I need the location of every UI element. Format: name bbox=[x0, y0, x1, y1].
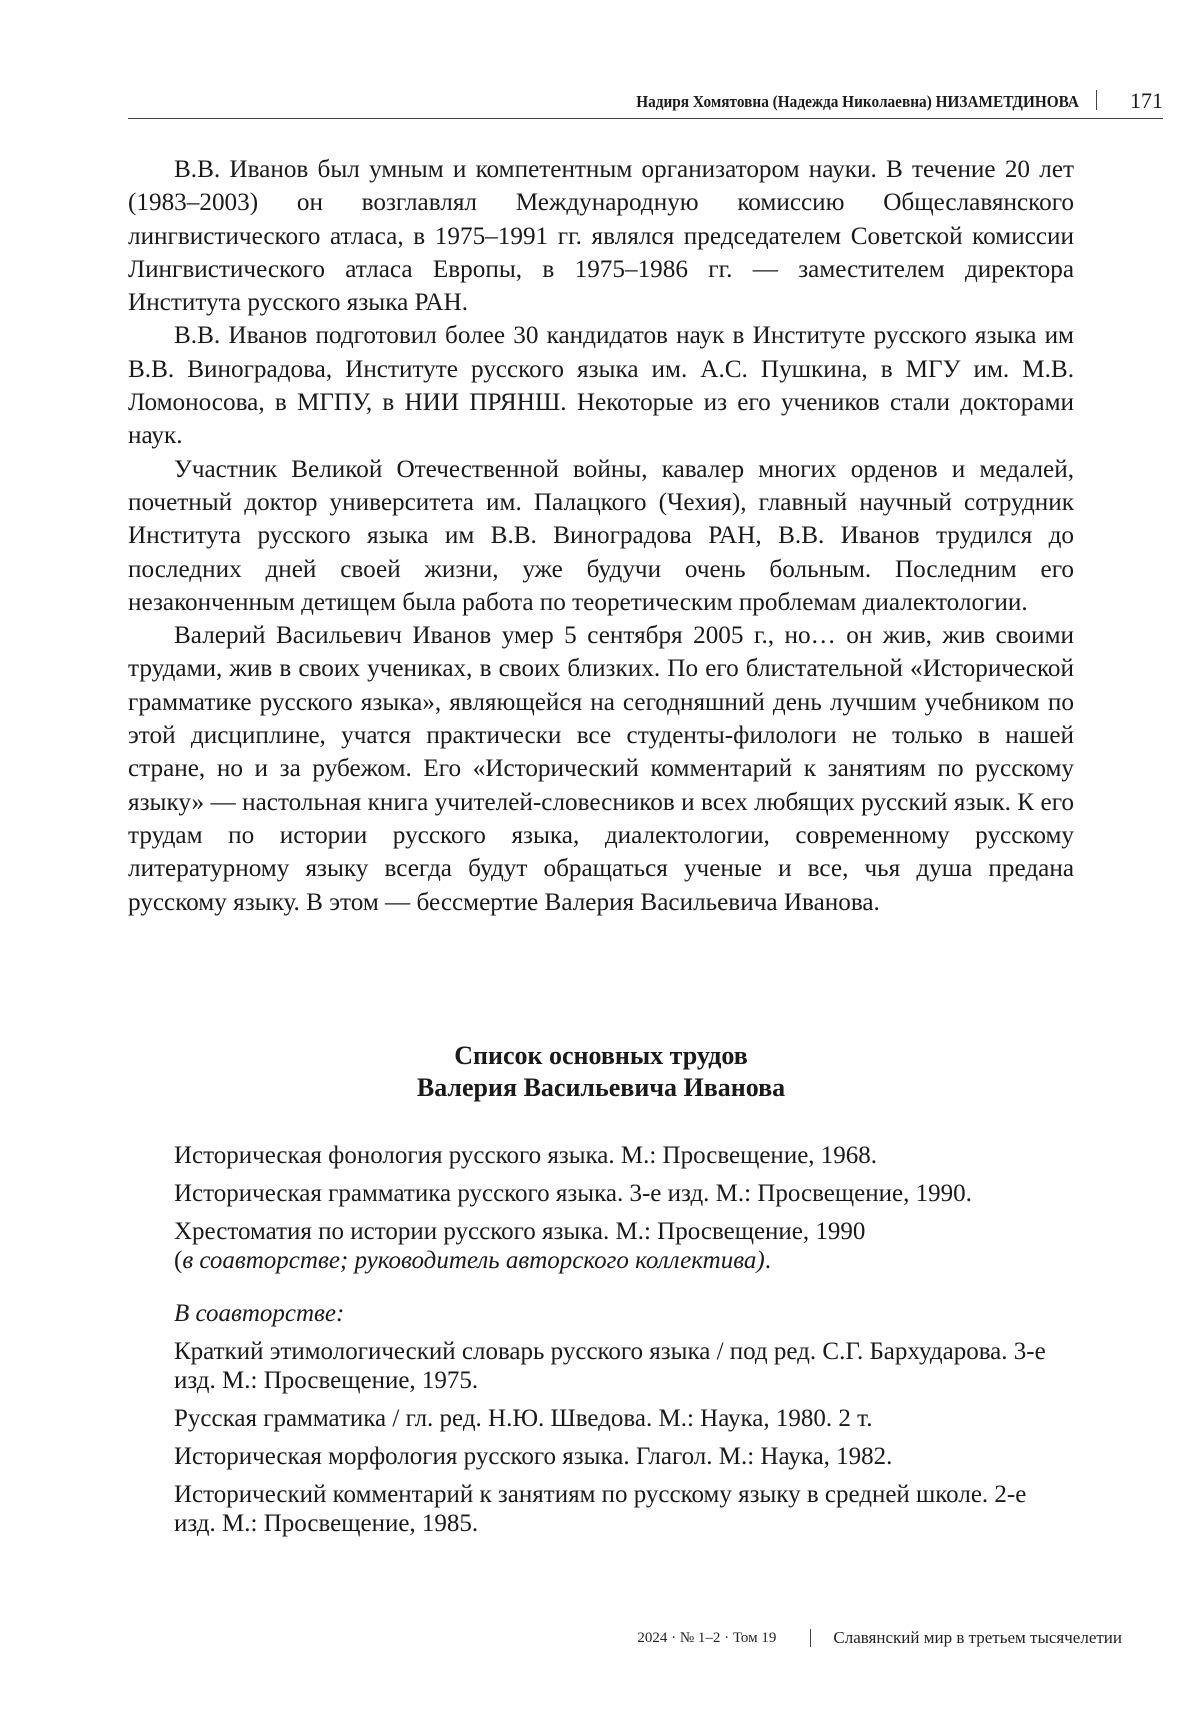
entry-text: Хрестоматия по истории русского языка. М.: Просвещение, 1990 bbox=[174, 1218, 866, 1245]
footer-issue: 2024 · № 1–2 · Том 19 bbox=[637, 1629, 777, 1646]
page-number: 171 bbox=[1130, 88, 1163, 113]
bibliography-entry: Русская грамматика / гл. ред. Н.Ю. Шведова. М.: Наука, 1980. 2 т. bbox=[174, 1405, 873, 1432]
bibliography-entry bbox=[174, 1217, 1074, 1275]
entry-open-paren: ( bbox=[174, 1247, 183, 1274]
bibliography-entry: Историческая грамматика русского языка. 3-е изд. М.: Просвещение, 1990. bbox=[174, 1180, 972, 1207]
section-title bbox=[128, 1040, 1074, 1104]
running-footer bbox=[637, 1628, 1122, 1648]
article-body bbox=[128, 153, 1074, 919]
coauthored-subheading: В соавторстве: bbox=[174, 1300, 345, 1327]
footer-separator bbox=[810, 1629, 811, 1647]
paragraph: В.В. Иванов подготовил более 30 кандидатов наук в Институте русского языка им В.В. Виноградова, Институте русского языка им. А.С. Пушкина, в МГУ им. М.В. Ломоносова, в МГПУ, в НИИ ПРЯНШ. Некоторые из его учеников стали докторами наук. bbox=[128, 322, 1074, 450]
bibliography-entry: Краткий этимологический словарь русского языка / под ред. С.Г. Бархударова. 3-е изд. М.: Просвещение, 1975. bbox=[174, 1338, 1046, 1394]
bibliography-entry: Историческая морфология русского языка. Глагол. М.: Наука, 1982. bbox=[174, 1443, 893, 1470]
bibliography bbox=[174, 1141, 1074, 1547]
bibliography-entry: Исторический комментарий к занятиям по русскому языку в средней школе. 2-е изд. М.: Просвещение, 1985. bbox=[174, 1481, 1027, 1537]
section-title-line: Список основных трудов bbox=[454, 1041, 748, 1070]
paragraph: Валерий Васильевич Иванов умер 5 сентября 2005 г., но… он жив, жив своими трудами, жив в своих учениках, в своих близких. По его блистательной «Исторической грамматике русского языка», являющейся на сегодняшний день лучшим учебником по этой дисциплине, учатся практически все студенты-филологи не только в нашей стране, но и за рубежом. Его «Исторический комментарий к занятиям по русскому языку» — настольная книга учителей-словесников и всех любящих русский язык. К его трудам по истории русского языка, диалектологии, современному русскому литературному языку всегда будут обращаться ученые и все, чья душа предана русскому языку. В этом — бессмертие Валерия Васильевича Иванова. bbox=[128, 622, 1074, 916]
section-title-line: Валерия Васильевича Иванова bbox=[416, 1073, 786, 1102]
entry-close: . bbox=[764, 1247, 771, 1274]
header-author: Надиря Хомятовна (Надежда Николаевна) НИЗАМЕТДИНОВА bbox=[636, 92, 1079, 111]
bibliography-entry: Историческая фонология русского языка. М.: Просвещение, 1968. bbox=[174, 1142, 878, 1169]
paragraph: Участник Великой Отечественной войны, кавалер многих орденов и медалей, почетный доктор университета им. Палацкого (Чехия), главный научный сотрудник Института русского языка им В.В. Виноградова РАН, В.В. Иванов трудился до последних дней своей жизни, уже будучи очень больным. Последним его незаконченным детищем была работа по теоретическим проблемам диалектологии. bbox=[128, 455, 1074, 616]
running-header bbox=[128, 84, 1163, 119]
entry-note: в соавторстве; руководитель авторского коллектива) bbox=[182, 1247, 765, 1274]
paragraph: В.В. Иванов был умным и компетентным организатором науки. В течение 20 лет (1983–2003) он возглавлял Международную комиссию Общеславянского лингвистического атласа, в 1975–1991 гг. являлся председателем Советской комиссии Лингвистического атласа Европы, в 1975–1986 гг. — заместителем директора Института русского языка РАН. bbox=[128, 156, 1074, 317]
footer-journal: Славянский мир в третьем тысячелетии bbox=[833, 1628, 1122, 1647]
header-separator bbox=[1096, 90, 1097, 110]
